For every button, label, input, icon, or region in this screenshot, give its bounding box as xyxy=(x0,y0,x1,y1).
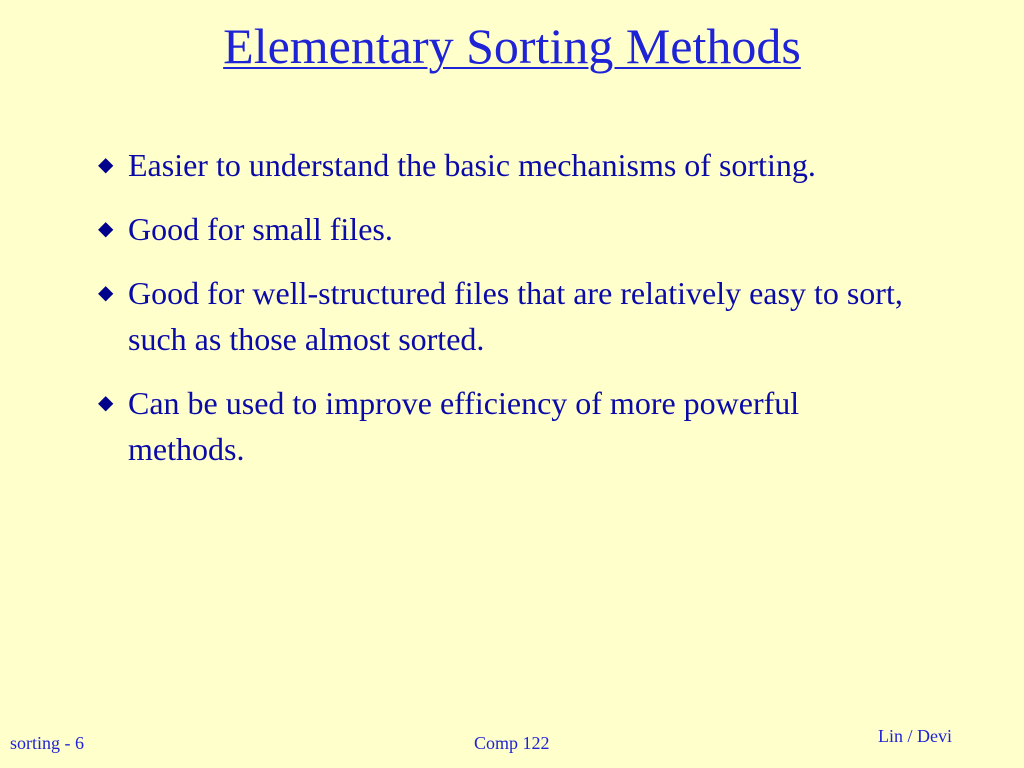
footer-authors: Lin / Devi xyxy=(878,726,952,746)
bullet-text: Good for well-structured files that are relatively easy to sort, such as those almost sorted. xyxy=(128,275,903,357)
bullet-text: Can be used to improve efficiency of more powerful methods. xyxy=(128,385,800,467)
diamond-icon: ◆ xyxy=(98,392,114,414)
slide-title: Elementary Sorting Methods xyxy=(223,18,801,74)
diamond-icon: ◆ xyxy=(98,282,114,304)
footer-slide-number: sorting - 6 xyxy=(10,733,84,753)
diamond-icon: ◆ xyxy=(98,218,114,240)
bullet-list xyxy=(96,142,916,490)
footer-course: Comp 122 xyxy=(474,733,550,753)
diamond-icon: ◆ xyxy=(98,154,114,176)
bullet-text: Easier to understand the basic mechanisms of sorting. xyxy=(128,147,816,183)
bullet-item xyxy=(96,206,916,252)
bullet-text: Good for small files. xyxy=(128,211,393,247)
bullet-item xyxy=(96,142,916,188)
bullet-item xyxy=(96,270,916,362)
bullet-item xyxy=(96,380,916,472)
